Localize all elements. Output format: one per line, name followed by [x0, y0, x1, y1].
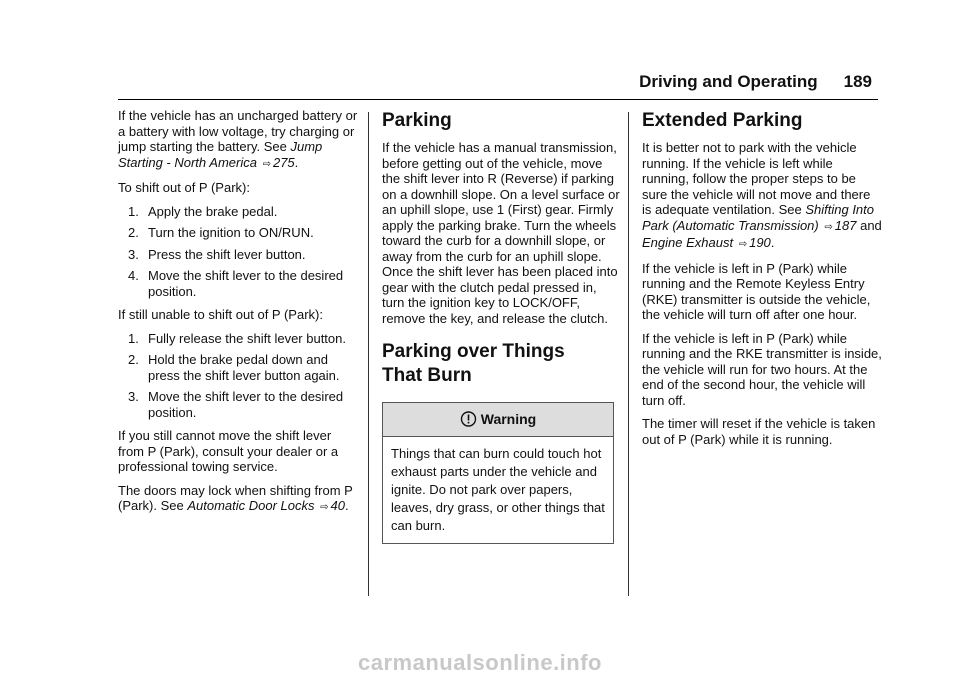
warning-label: Warning: [480, 411, 537, 427]
extended-parking-heading: Extended Parking: [642, 110, 803, 131]
column-middle: [382, 108, 622, 544]
steps-list-b: [118, 331, 358, 421]
still-cannot-text: If you still cannot move the shift lever from P (Park), consult your dealer or a professional towing service.: [118, 428, 339, 474]
step-number: 3.: [128, 389, 139, 404]
burn-heading-line1: Parking over Things: [382, 341, 565, 362]
page-ref-arrow-icon: ⇨: [824, 221, 833, 233]
extended-p2: If the vehicle is left in P (Park) while running and the Remote Keyless Entry (RKE) transmitter is outside the vehicle, the vehicle will turn off after one hour.: [642, 260, 871, 322]
doors-text: The doors may lock when shifting from P (Park). See: [118, 482, 353, 513]
warning-header: [383, 403, 613, 437]
jump-starting-link[interactable]: Jump Starting - North America: [118, 139, 323, 170]
column-divider: [628, 112, 629, 596]
door-locks-link[interactable]: Automatic Door Locks: [187, 498, 315, 513]
intro-paragraph: If the vehicle has an uncharged battery or a battery with low voltage, try charging or jump starting the battery. See Jump Starting - North America ⇨ 275.: [118, 108, 358, 170]
page-ref[interactable]: 190: [749, 235, 771, 250]
step-text: Press the shift lever button.: [148, 246, 306, 262]
shifting-into-park-link[interactable]: Shifting Into Park (Automatic Transmission): [642, 202, 874, 233]
steps-list-a: [118, 204, 358, 300]
step-number: 4.: [128, 268, 139, 283]
list-item: [118, 204, 358, 220]
column-divider: [368, 112, 369, 596]
and-text: and: [860, 217, 882, 233]
page-ref-arrow-icon: ⇨: [262, 158, 271, 170]
step-text: Fully release the shift lever button.: [148, 330, 346, 346]
extended-p1: It is better not to park with the vehicle running. If the vehicle is left while running, follow the proper steps to be sure the vehicle will not move and there is adequate ventilation. See Shifting Into Park (Automatic Transmission) ⇨ 187 and Engine Exhaust ⇨ 190.: [642, 140, 882, 250]
step-number: 1.: [128, 330, 139, 346]
page-ref[interactable]: 187: [834, 217, 857, 233]
warning-icon: [460, 411, 477, 427]
header-rule: [118, 99, 878, 100]
warning-box: [382, 402, 614, 544]
extended-p1-text: It is better not to park with the vehicle running. If the vehicle is left while running, follow the proper steps to be sure the vehicle will not move and there is adequate ventilation. See: [642, 140, 871, 217]
doors-paragraph: The doors may lock when shifting from P (Park). See Automatic Door Locks ⇨ 40.: [118, 482, 353, 513]
extended-p3: If the vehicle is left in P (Park) while running and the RKE transmitter is inside, the vehicle will run for two hours. At the end of the second hour, the vehicle will turn off.: [642, 330, 882, 408]
column-right: [642, 108, 882, 455]
list-item: [118, 268, 358, 299]
step-number: 2.: [128, 352, 139, 367]
parking-paragraph: If the vehicle has a manual transmission, before getting out of the vehicle, move the shift lever into R (Reverse) if parking on a downhill slope. On a level surface or an uphill slope, use 1 (First) gear. Firmly apply the parking brake. Turn the wheels toward the curb for a downhill slope, or away from the curb for an uphill slope. Once the shift lever has been placed into gear with the clutch pedal pressed in, turn the ignition key to LOCK/OFF, remove the key, and release the clutch.: [382, 140, 620, 326]
page-ref[interactable]: 40: [330, 498, 346, 513]
step-text: Turn the ignition to ON/RUN.: [148, 225, 314, 240]
burn-heading: [382, 340, 622, 388]
step-number: 1.: [128, 203, 139, 219]
list-item: [118, 352, 358, 383]
page-ref-arrow-icon: ⇨: [738, 239, 748, 250]
extended-p4: The timer will reset if the vehicle is taken out of P (Park) while it is running.: [642, 416, 876, 447]
page-ref-arrow-icon: ⇨: [320, 502, 329, 513]
watermark: carmanualsonline.info: [358, 650, 602, 675]
intro-text: If the vehicle has an uncharged battery or a battery with low voltage, try charging or jump starting the battery. See: [118, 108, 358, 154]
column-left: [118, 108, 358, 524]
section-title: Driving and Operating: [639, 72, 818, 91]
shift-intro: To shift out of P (Park):: [118, 180, 250, 195]
parking-heading: Parking: [382, 110, 452, 131]
list-item: [118, 247, 358, 263]
warning-text: Things that can burn could touch hot exhaust parts under the vehicle and ignite. Do not park over papers, leaves, dry grass, or other things that can burn.: [391, 445, 605, 533]
burn-heading-line2: That Burn: [382, 365, 472, 386]
step-text: Move the shift lever to the desired position.: [148, 389, 344, 420]
step-text: Hold the brake pedal down and press the shift lever button again.: [148, 352, 340, 383]
step-number: 2.: [128, 225, 139, 240]
step-text: Move the shift lever to the desired position.: [148, 268, 344, 299]
engine-exhaust-link[interactable]: Engine Exhaust: [642, 235, 734, 250]
list-item: [118, 331, 358, 347]
list-item: [118, 225, 358, 241]
page-number: 189: [843, 72, 872, 91]
step-text: Apply the brake pedal.: [148, 203, 278, 219]
page-header: [600, 72, 872, 92]
step-number: 3.: [128, 246, 139, 262]
list-item: [118, 389, 358, 420]
still-unable-text: If still unable to shift out of P (Park):: [118, 307, 323, 322]
page-ref[interactable]: 275: [272, 154, 295, 170]
